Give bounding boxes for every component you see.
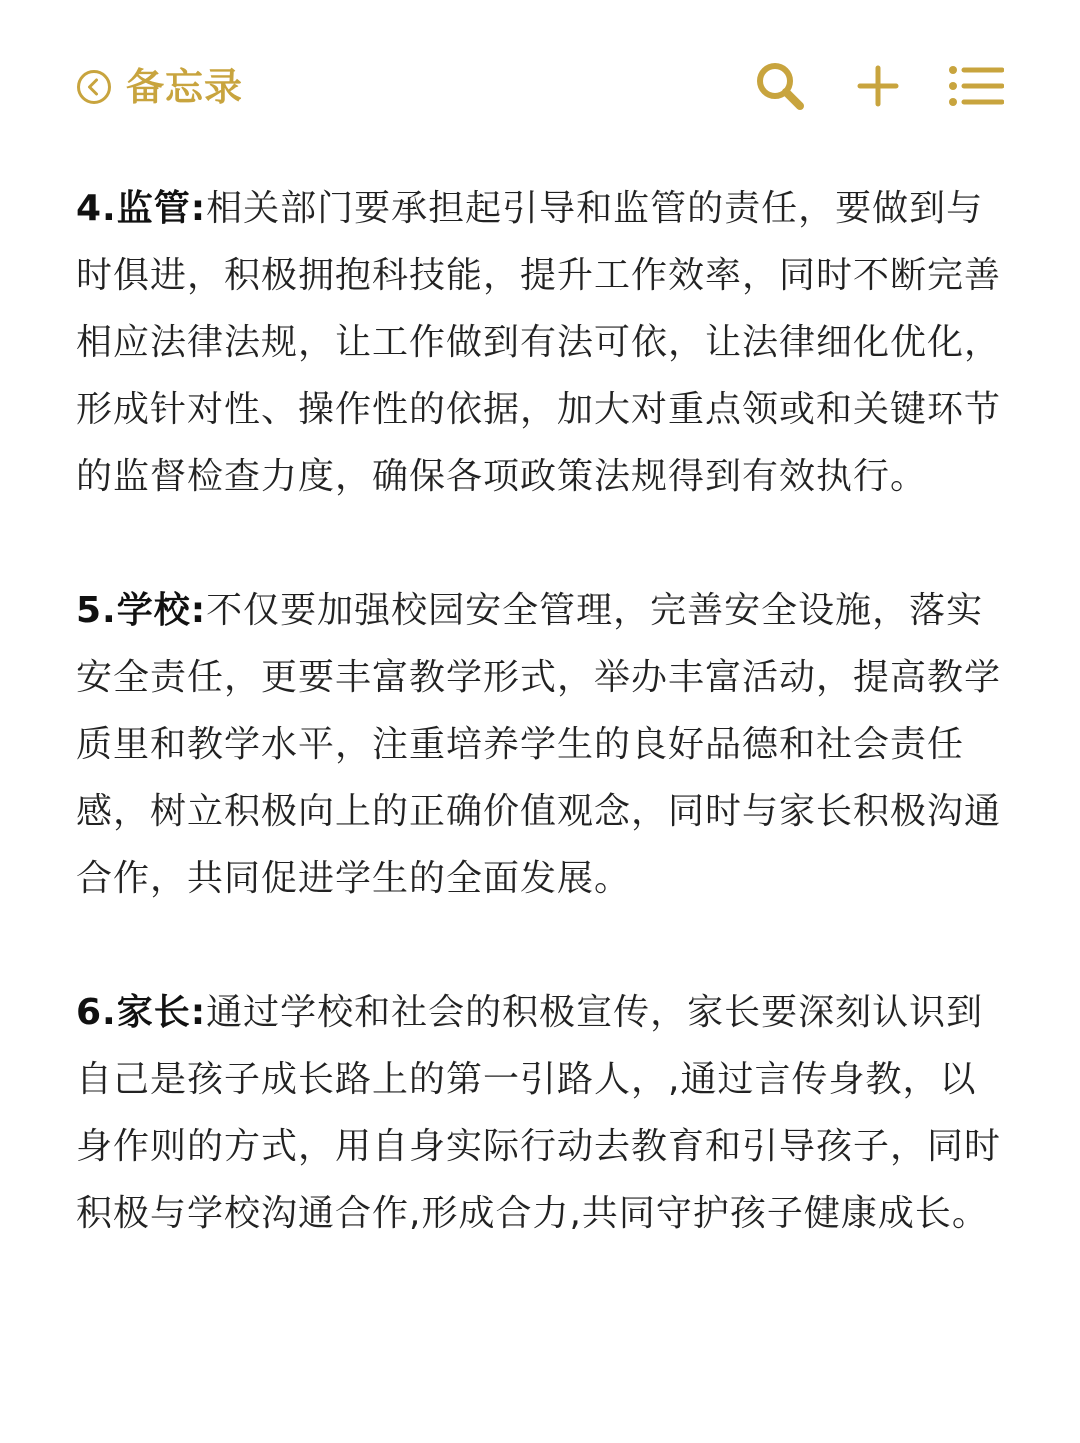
back-button[interactable] xyxy=(76,63,243,111)
list-icon xyxy=(948,64,1004,108)
note-section-school xyxy=(76,577,1001,912)
plus-icon xyxy=(856,64,900,108)
search-icon xyxy=(753,59,807,113)
section-text: 相关部门要承担起引导和监管的责任，要做到与时俱进，积极拥抱科技能，提升工作效率，同时不断完善相应法律法规，让工作做到有法可依，让法律细化优化，形成针对性、操作性的依据，加大对重点领或和关键环节的监督检查力度，确保各项政策法规得到有效执行。 xyxy=(76,188,1002,497)
section-text: 通过学校和社会的积极宣传，家长要深刻认识到自己是孩子成长路上的第一引路人，,通过言传身教，以身作则的方式，用自身实际行动去教育和引导孩子，同时积极与学校沟通合作,形成合力,共同守护孩子健康成长。 xyxy=(76,992,1002,1234)
menu-button[interactable] xyxy=(948,58,1004,114)
chevron-left-circle-icon xyxy=(76,69,112,105)
note-section-supervision xyxy=(76,175,1001,510)
search-button[interactable] xyxy=(752,58,808,114)
section-heading: 4.监管: xyxy=(76,188,207,229)
section-text: 不仅要加强校园安全管理，完善安全设施，落实安全责任，更要丰富教学形式，举办丰富活动，提高教学质里和教学水平，注重培养学生的良好品德和社会责任感，树立积极向上的正确价值观念，同时与家长积极沟通合作，共同促进学生的全面发展。 xyxy=(76,590,1002,899)
toolbar-actions xyxy=(752,58,1004,114)
top-bar xyxy=(0,0,1080,175)
section-heading: 5.学校: xyxy=(76,590,207,631)
app-title: 备忘录 xyxy=(126,65,244,109)
section-heading: 6.家长: xyxy=(76,992,207,1033)
note-body[interactable] xyxy=(76,175,1001,1247)
note-section-parents xyxy=(76,979,1001,1247)
add-button[interactable] xyxy=(850,58,906,114)
